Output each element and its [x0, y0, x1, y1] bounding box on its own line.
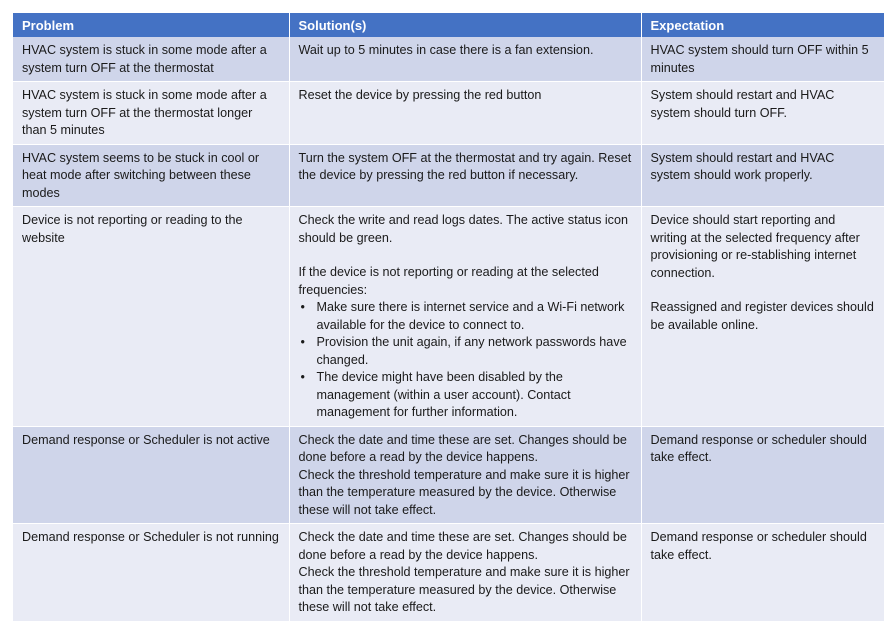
problem-cell: Device is not reporting or reading to the website: [13, 207, 289, 427]
solution-bullet: • The device might have been disabled by the management (within a user account). Contact management for further information.: [299, 369, 632, 422]
solution-cell: Turn the system OFF at the thermostat and try again. Reset the device by pressing the red button if necessary.: [289, 144, 641, 207]
expectation-cell: [641, 207, 884, 427]
table-row: [13, 37, 884, 82]
troubleshooting-table: [13, 13, 884, 622]
problem-cell: HVAC system is stuck in some mode after a system turn OFF at the thermostat: [13, 37, 289, 82]
expectation-text: Reassigned and register devices should be available online.: [650, 300, 874, 332]
table-row: [13, 524, 884, 622]
solution-cell: [289, 207, 641, 427]
solution-bullet: • Make sure there is internet service and a Wi-Fi network available for the device to connect to.: [299, 299, 632, 334]
troubleshooting-table-container: [13, 13, 884, 622]
problem-cell: HVAC system is stuck in some mode after a system turn OFF at the thermostat longer than 5 minutes: [13, 82, 289, 145]
solution-cell: Reset the device by pressing the red button: [289, 82, 641, 145]
solution-lead: If the device is not reporting or reading at the selected frequencies:: [298, 265, 599, 297]
solution-text: Check the date and time these are set. Changes should be done before a read by the device happens.: [298, 432, 627, 464]
expectation-cell: Demand response or scheduler should take effect.: [641, 524, 884, 622]
solution-cell: [289, 426, 641, 524]
table-header-row: [13, 13, 884, 37]
header-expectation: Expectation: [641, 13, 884, 37]
expectation-cell: Demand response or scheduler should take effect.: [641, 426, 884, 524]
expectation-cell: System should restart and HVAC system should turn OFF.: [641, 82, 884, 145]
problem-cell: Demand response or Scheduler is not active: [13, 426, 289, 524]
expectation-cell: HVAC system should turn OFF within 5 minutes: [641, 37, 884, 82]
header-problem: Problem: [13, 13, 289, 37]
problem-cell: HVAC system seems to be stuck in cool or heat mode after switching between these modes: [13, 144, 289, 207]
table-row: [13, 144, 884, 207]
solution-cell: Wait up to 5 minutes in case there is a fan extension.: [289, 37, 641, 82]
solution-text: Check the date and time these are set. Changes should be done before a read by the device happens.: [298, 530, 627, 562]
table-row: [13, 426, 884, 524]
expectation-cell: System should restart and HVAC system should work properly.: [641, 144, 884, 207]
solution-bullet-list: [299, 299, 632, 422]
solution-text: Check the threshold temperature and make sure it is higher than the temperature measured by the device. Otherwise these will not take effect.: [298, 467, 630, 517]
table-row: [13, 207, 884, 427]
header-solutions: Solution(s): [289, 13, 641, 37]
solution-bullet: • Provision the unit again, if any network passwords have changed.: [299, 334, 632, 369]
solution-text: Check the threshold temperature and make sure it is higher than the temperature measured by the device. Otherwise these will not take effect.: [298, 565, 630, 614]
problem-cell: Demand response or Scheduler is not running: [13, 524, 289, 622]
expectation-text: Device should start reporting and writing at the selected frequency after provisioning or re-stablishing internet connection.: [650, 213, 860, 280]
solution-intro: Check the write and read logs dates. The active status icon should be green.: [298, 213, 628, 245]
solution-cell: [289, 524, 641, 622]
table-row: [13, 82, 884, 145]
